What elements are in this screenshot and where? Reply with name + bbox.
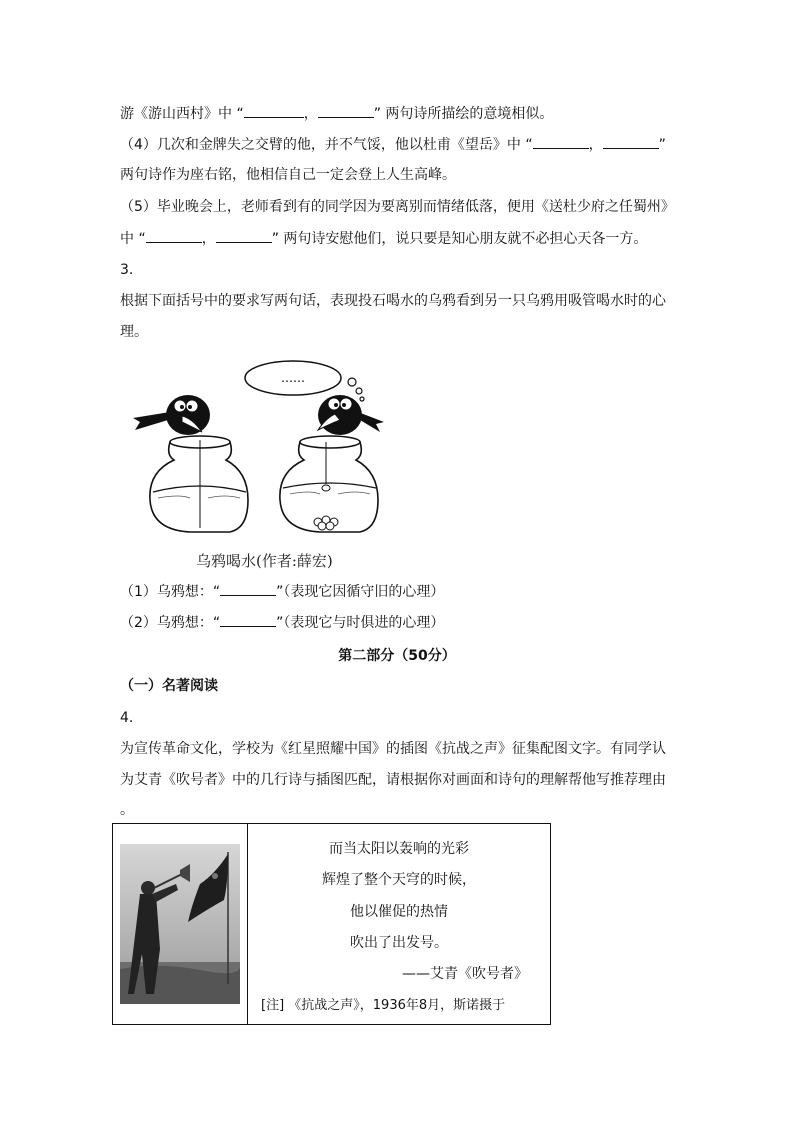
answer-blank[interactable] (220, 612, 276, 627)
text-segment: ”（表现它因循守旧的心理） (276, 584, 445, 600)
text-segment: 中 “ (120, 231, 146, 247)
left-jar-icon (150, 436, 248, 532)
text-segment: ” 两句诗所描绘的意境相似。 (373, 106, 554, 122)
text-line (120, 103, 553, 124)
answer-line (120, 612, 444, 633)
right-crow-icon (318, 395, 384, 435)
text-segment: （4）几次和金牌失之交臂的他，并不气馁，他以杜甫《望岳》中 “ (120, 137, 533, 153)
answer-blank[interactable] (216, 228, 272, 243)
text-line: 两句诗作为座右铭，他相信自己一定会登上人生高峰。 (120, 167, 456, 183)
left-crow-icon (133, 395, 210, 435)
question-text: 理。 (120, 324, 148, 340)
question-text: 根据下面括号中的要求写两句话，表现投石喝水的乌鸦看到另一只乌鸦用吸管喝水时的心 (120, 293, 666, 309)
answer-blank[interactable] (318, 103, 374, 118)
poem-attribution: ——艾青《吹号者》 (402, 966, 528, 982)
poem-line: 他以催促的热情 (350, 904, 448, 920)
answer-line (120, 581, 444, 602)
text-segment: （1）乌鸦想：“ (120, 584, 221, 600)
photo-note: [注] 《抗战之声》，1936年8月，斯诺摄于 (261, 998, 506, 1013)
text-segment: ， (588, 137, 603, 153)
subsection-title: （一）名著阅读 (120, 678, 218, 694)
poem-table (112, 823, 551, 1025)
bubble-text: …… (281, 371, 305, 385)
poem-line: 辉煌了整个天穹的时候， (322, 872, 476, 888)
illustration-caption: 乌鸦喝水(作者:薛宏) (196, 552, 333, 570)
answer-blank[interactable] (533, 134, 589, 149)
answer-blank[interactable] (220, 581, 276, 596)
right-jar-icon (280, 436, 378, 532)
bugler-photo (120, 844, 240, 1004)
text-segment: ” (658, 137, 666, 153)
text-segment: ， (201, 231, 216, 247)
question-text: 。 (120, 802, 134, 818)
crows-drinking-illustration (130, 360, 390, 575)
text-segment: （2）乌鸦想：“ (120, 615, 221, 631)
question-number: 4. (120, 710, 134, 726)
text-segment: ， (303, 106, 318, 122)
text-line (120, 228, 647, 249)
answer-blank[interactable] (146, 228, 202, 243)
part-title: 第二部分（50分） (338, 648, 456, 664)
answer-blank[interactable] (603, 134, 659, 149)
poem-line: 而当太阳以轰响的光彩 (329, 841, 469, 857)
question-text: 为宣传革命文化，学校为《红星照耀中国》的插图《抗战之声》征集配图文字。有同学认 (120, 741, 666, 757)
question-text: 为艾青《吹号者》中的几行诗与插图匹配，请根据你对画面和诗句的理解帮他写推荐理由 (120, 772, 666, 788)
poem-line: 吹出了出发号。 (350, 935, 448, 951)
question-number: 3. (120, 262, 134, 278)
text-segment: ” 两句诗安慰他们，说只要是知心朋友就不必担心天各一方。 (271, 231, 648, 247)
text-line: （5）毕业晚会上，老师看到有的同学因为要离别而情绪低落，便用《送杜少府之任蜀州》 (120, 199, 675, 215)
text-segment: ”（表现它与时俱进的心理） (276, 615, 445, 631)
text-segment: 游《游山西村》中 “ (120, 106, 244, 122)
answer-blank[interactable] (244, 103, 304, 118)
text-line (120, 134, 666, 155)
